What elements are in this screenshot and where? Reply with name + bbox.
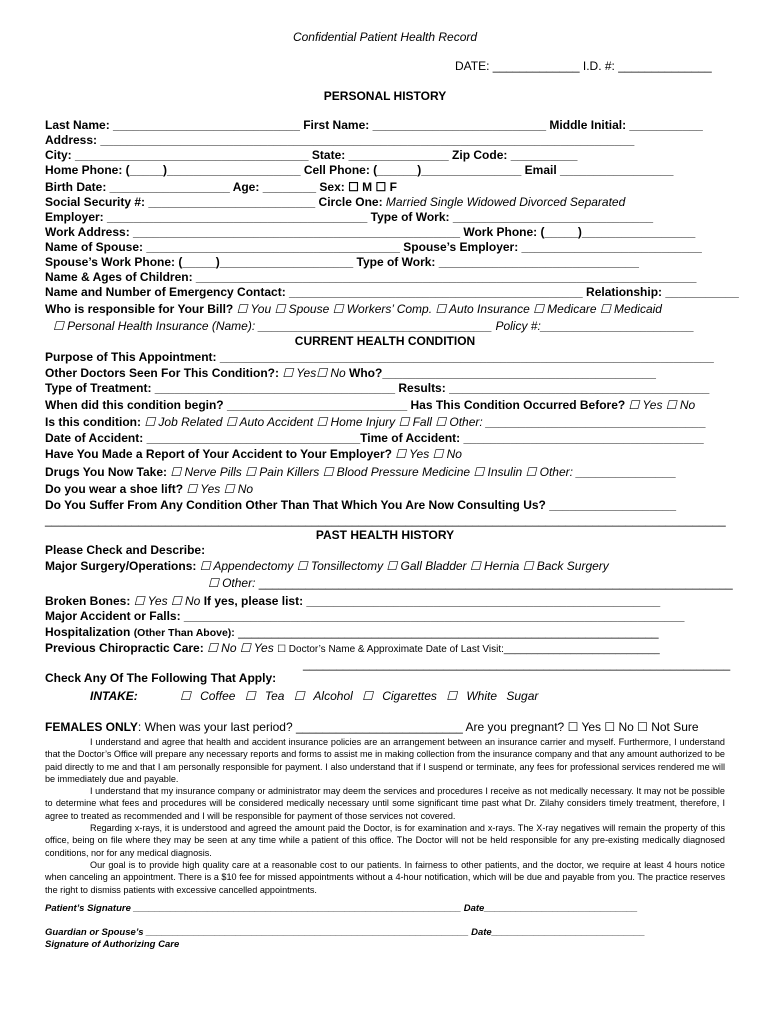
broken-bones-line[interactable] <box>45 594 660 608</box>
hospitalization-field[interactable]: _______________________________________________________________ <box>238 625 659 639</box>
employer-line[interactable]: Employer: _______________________________________ Type of Work: ______________________________ <box>45 210 654 224</box>
females-line[interactable] <box>45 720 699 734</box>
employer-report-label: Have You Made a Report of Your Accident to Your Employer? <box>45 447 392 461</box>
other-doctors-options[interactable]: ☐ Yes☐ No <box>282 366 346 380</box>
name-line[interactable]: Last Name: ____________________________ First Name: __________________________ Middle Initial: ___________ <box>45 118 703 132</box>
employer-report-options[interactable]: ☐ Yes ☐ No <box>395 447 462 461</box>
chiropractic-care-label: Previous Chiropractic Care: <box>45 641 204 655</box>
cancellation-paragraph <box>45 859 725 896</box>
intake-heading: Check Any Of The Following That Apply: <box>45 671 277 685</box>
address-line[interactable]: Address: ________________________________________________________________________________ <box>45 133 635 147</box>
spouse-name-line[interactable]: Name of Spouse: ______________________________________ Spouse’s Employer: ___________________________ <box>45 240 702 254</box>
drugs-line[interactable] <box>45 465 676 479</box>
who-field[interactable]: Who?_________________________________________ <box>349 366 656 380</box>
broken-bones-label: Broken Bones: <box>45 594 131 608</box>
phone-email-line[interactable]: Home Phone: (_____)____________________ Cell Phone: (______)_______________ Email _________________ <box>45 163 674 177</box>
condition-type-line[interactable] <box>45 415 706 429</box>
agreement-text <box>45 736 725 896</box>
authorizing-care-label: Signature of Authorizing Care <box>45 939 180 950</box>
intake-label: INTAKE: <box>90 689 138 703</box>
bill-responsibility-line <box>45 302 662 316</box>
bill-responsibility-label: Who is responsible for Your Bill? <box>45 302 234 316</box>
birth-age-sex-line[interactable]: Birth Date: __________________ Age: ________ Sex: ☐ M ☐ F <box>45 180 397 194</box>
surgery-other-checkbox[interactable]: ☐ Other: <box>208 576 256 590</box>
intake-options[interactable]: ☐ Coffee ☐ Tea ☐ Alcohol ☐ Cigarettes ☐ White Sugar <box>180 689 539 703</box>
paragraph-text: Regarding x-rays, it is understood and agreed the amount paid the Doctor, is for examination and x-rays. The X-ray negatives will remain the property of this office, being on file where they may be seen at any time while a patient of this office. The Doctor will not be held responsible for any pre-existing medically diagnosed conditions, nor for any medical diagnosis. <box>45 823 725 858</box>
paragraph-text: Our goal is to provide high quality care at a reasonable cost to our patients. In fairness to other patients, and the doctor, we require at least 4 hours notice when canceling an appointment. There is a $10 fee for missed appointments without a 4-hour notification, which will be due and payable from you. The practice reserves the right to dismiss patients with excessive cancelled appointments. <box>45 859 725 895</box>
ssn-line[interactable] <box>45 195 625 209</box>
patient-signature-line[interactable]: Patient’s Signature ______________________________________________________________ Date_____________________________ <box>45 903 638 914</box>
spouse-work-phone-line[interactable]: Spouse’s Work Phone: (_____)____________________ Type of Work: ______________________________ <box>45 255 639 269</box>
surgery-label: Major Surgery/Operations: <box>45 559 197 573</box>
hospitalization-label: Hospitalization <box>45 625 131 639</box>
other-doctors-line[interactable] <box>45 366 656 380</box>
other-doctors-label: Other Doctors Seen For This Condition?: <box>45 366 279 380</box>
broken-bones-options[interactable]: ☐ Yes ☐ No <box>133 594 201 608</box>
emergency-contact-line[interactable]: Name and Number of Emergency Contact: ____________________________________________ Relationship: ___________ <box>45 285 739 299</box>
other-condition-line[interactable]: Do You Suffer From Any Condition Other Than That Which You Are Now Consulting Us? ___________________ <box>45 498 677 512</box>
city-state-zip-line[interactable]: City: ___________________________________ State: _______________ Zip Code: __________ <box>45 148 578 162</box>
accident-date-line[interactable]: Date of Accident: ________________________________Time of Accident: ____________________________________ <box>45 431 704 445</box>
chiropractic-care-line[interactable] <box>45 641 660 657</box>
occurred-before-options[interactable]: ☐ Yes ☐ No <box>628 398 696 412</box>
shoe-lift-label: Do you wear a shoe lift? <box>45 482 184 496</box>
surgery-line[interactable] <box>45 559 609 573</box>
current-health-heading: CURRENT HEALTH CONDITION <box>294 334 476 348</box>
insurance-checkbox[interactable]: ☐ Personal Health Insurance (Name): <box>53 319 256 333</box>
purpose-line[interactable]: Purpose of This Appointment: __________________________________________________________________________ <box>45 350 714 364</box>
employer-report-line[interactable] <box>45 447 462 461</box>
treatment-results-line[interactable]: Type of Treatment: ____________________________________ Results: _______________________________________ <box>45 381 710 395</box>
condition-type-label: Is this condition: <box>45 415 141 429</box>
drugs-options[interactable]: ☐ Nerve Pills ☐ Pain Killers ☐ Blood Pressure Medicine ☐ Insulin ☐ Other: _______________ <box>170 465 677 479</box>
broken-bones-list-field[interactable]: If yes, please list: _____________________________________________________ <box>203 594 661 608</box>
work-address-line[interactable]: Work Address: _________________________________________________ Work Phone: (_____)_________________ <box>45 225 696 239</box>
shoe-lift-line[interactable] <box>45 482 253 496</box>
insurance-line[interactable] <box>53 319 694 333</box>
hospitalization-qualifier: (Other Than Above): <box>133 627 235 639</box>
ssn-label: Social Security #: _________________________ Circle One: <box>45 195 383 209</box>
other-condition-continuation[interactable]: ______________________________________________________________________________________________________ <box>45 513 726 527</box>
medical-necessity-paragraph <box>45 785 725 822</box>
condition-type-options[interactable]: ☐ Job Related ☐ Auto Accident ☐ Home Injury ☐ Fall ☐ Other: _________________________________ <box>144 415 707 429</box>
last-visit-field[interactable]: ☐ Doctor’s Name & Approximate Date of Last Visit:____________________________ <box>277 644 660 655</box>
surgery-other-line[interactable] <box>208 576 733 590</box>
hospitalization-line[interactable] <box>45 625 659 640</box>
drugs-label: Drugs You Now Take: <box>45 465 168 479</box>
insurance-fields[interactable]: ___________________________________ Policy #:_______________________ <box>258 319 695 333</box>
females-fields[interactable]: : When was your last period? _________________________ Are you pregnant? ☐ Yes ☐ No ☐ Not Sure <box>137 720 699 734</box>
past-health-heading: PAST HEALTH HISTORY <box>315 528 455 542</box>
chiropractic-care-options[interactable]: ☐ No ☐ Yes <box>207 641 274 655</box>
condition-begin-line[interactable] <box>45 398 695 412</box>
condition-begin-label: When did this condition begin? ___________________________ Has This Condition Occurred Before? <box>45 398 626 412</box>
surgery-options[interactable]: ☐ Appendectomy ☐ Tonsillectomy ☐ Gall Bladder ☐ Hernia ☐ Back Surgery <box>199 559 609 573</box>
children-line[interactable]: Name & Ages of Children: ___________________________________________________________________________ <box>45 270 697 284</box>
personal-history-heading: PERSONAL HISTORY <box>323 89 447 103</box>
xray-paragraph <box>45 822 725 859</box>
marital-status-options[interactable]: Married Single Widowed Divorced Separated <box>385 195 626 209</box>
major-accident-line[interactable]: Major Accident or Falls: ___________________________________________________________________________ <box>45 609 685 623</box>
females-only-label: FEMALES ONLY <box>45 720 138 734</box>
date-id-line[interactable]: DATE: _____________ I.D. #: ______________ <box>455 59 712 73</box>
guardian-signature-line[interactable]: Guardian or Spouse’s _____________________________________________________________ Date_____________________________ <box>45 927 645 938</box>
bill-responsibility-options[interactable]: ☐ You ☐ Spouse ☐ Workers’ Comp. ☐ Auto Insurance ☐ Medicare ☐ Medicaid <box>236 302 662 316</box>
insurance-agreement-paragraph <box>45 736 725 785</box>
paragraph-text: I understand that my insurance company or administrator may deem the services and procedures I receive as not medically necessary. It may not be possible to determine what fees and procedures will be considered medically necessary until some significant time past what Dr. Zilahy considers timely treatment, therefore, I agree to treated as recommended and I will be responsible for payment of those services not covered. <box>45 786 725 821</box>
paragraph-text: I understand and agree that health and accident insurance policies are an arrangement between an insurance carrier and myself. Furthermore, I understand that the Doctor’s Office will prepare any necessary reports and forms to assist me in making collection from the insurance company and that any amount authorized to be paid directly to me and that I am personally responsible for payment. I also understand that if I suspend or terminate, any fees for professional services rendered me will be immediately due and payable. <box>45 737 725 784</box>
surgery-other-field[interactable]: _______________________________________________________________________ <box>258 576 733 590</box>
check-describe-label: Please Check and Describe: <box>45 543 206 557</box>
shoe-lift-options[interactable]: ☐ Yes ☐ No <box>186 482 254 496</box>
document-title: Confidential Patient Health Record <box>292 30 478 44</box>
last-visit-continuation[interactable]: ________________________________________________________________ <box>303 657 731 671</box>
